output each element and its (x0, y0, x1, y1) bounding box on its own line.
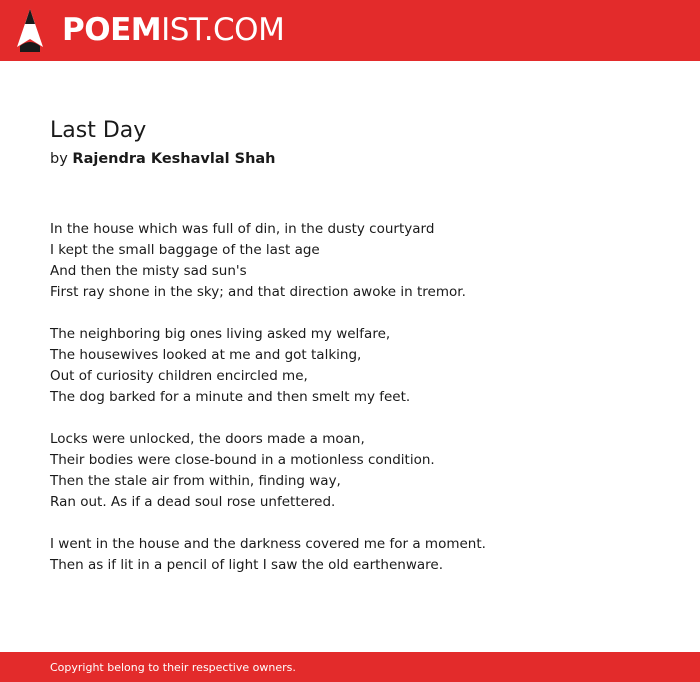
site-logo[interactable] (62, 11, 284, 49)
poem-line: I kept the small baggage of the last age (50, 242, 320, 258)
stanza (50, 324, 670, 408)
poem-line: In the house which was full of din, in the dusty courtyard (50, 221, 435, 237)
pencil-icon[interactable] (17, 9, 43, 52)
site-footer (0, 652, 700, 682)
poem-line: Out of curiosity children encircled me, (50, 368, 308, 384)
poem-line: Their bodies were close-bound in a motionless condition. (50, 452, 435, 468)
poem-line: The neighboring big ones living asked my welfare, (50, 326, 391, 342)
poem-line: Then the stale air from within, finding way, (50, 473, 341, 489)
poem-line: I went in the house and the darkness covered me for a moment. (50, 536, 486, 552)
byline (50, 149, 276, 169)
poem-title: Last Day (50, 118, 147, 143)
copyright-notice: Copyright belong to their respective owners. (50, 661, 296, 674)
poem-line: The dog barked for a minute and then smelt my feet. (50, 389, 411, 405)
poem-line: And then the misty sad sun's (50, 263, 247, 279)
by-label: by (50, 151, 68, 167)
poem-line: The housewives looked at me and got talking, (50, 347, 362, 363)
author-name: Rajendra Keshavlal Shah (72, 151, 276, 167)
stanza (50, 219, 670, 303)
poem-line: First ray shone in the sky; and that direction awoke in tremor. (50, 284, 466, 300)
poem-line: Ran out. As if a dead soul rose unfettered. (50, 494, 336, 510)
stanza (50, 429, 670, 513)
logo-light-text: IST.COM (161, 12, 285, 48)
logo-bold-text: POEM (62, 12, 162, 48)
stanza (50, 534, 670, 576)
poem-body (50, 219, 670, 597)
site-header (0, 0, 700, 61)
poem-line: Then as if lit in a pencil of light I saw the old earthenware. (50, 557, 443, 573)
poem-line: Locks were unlocked, the doors made a moan, (50, 431, 365, 447)
